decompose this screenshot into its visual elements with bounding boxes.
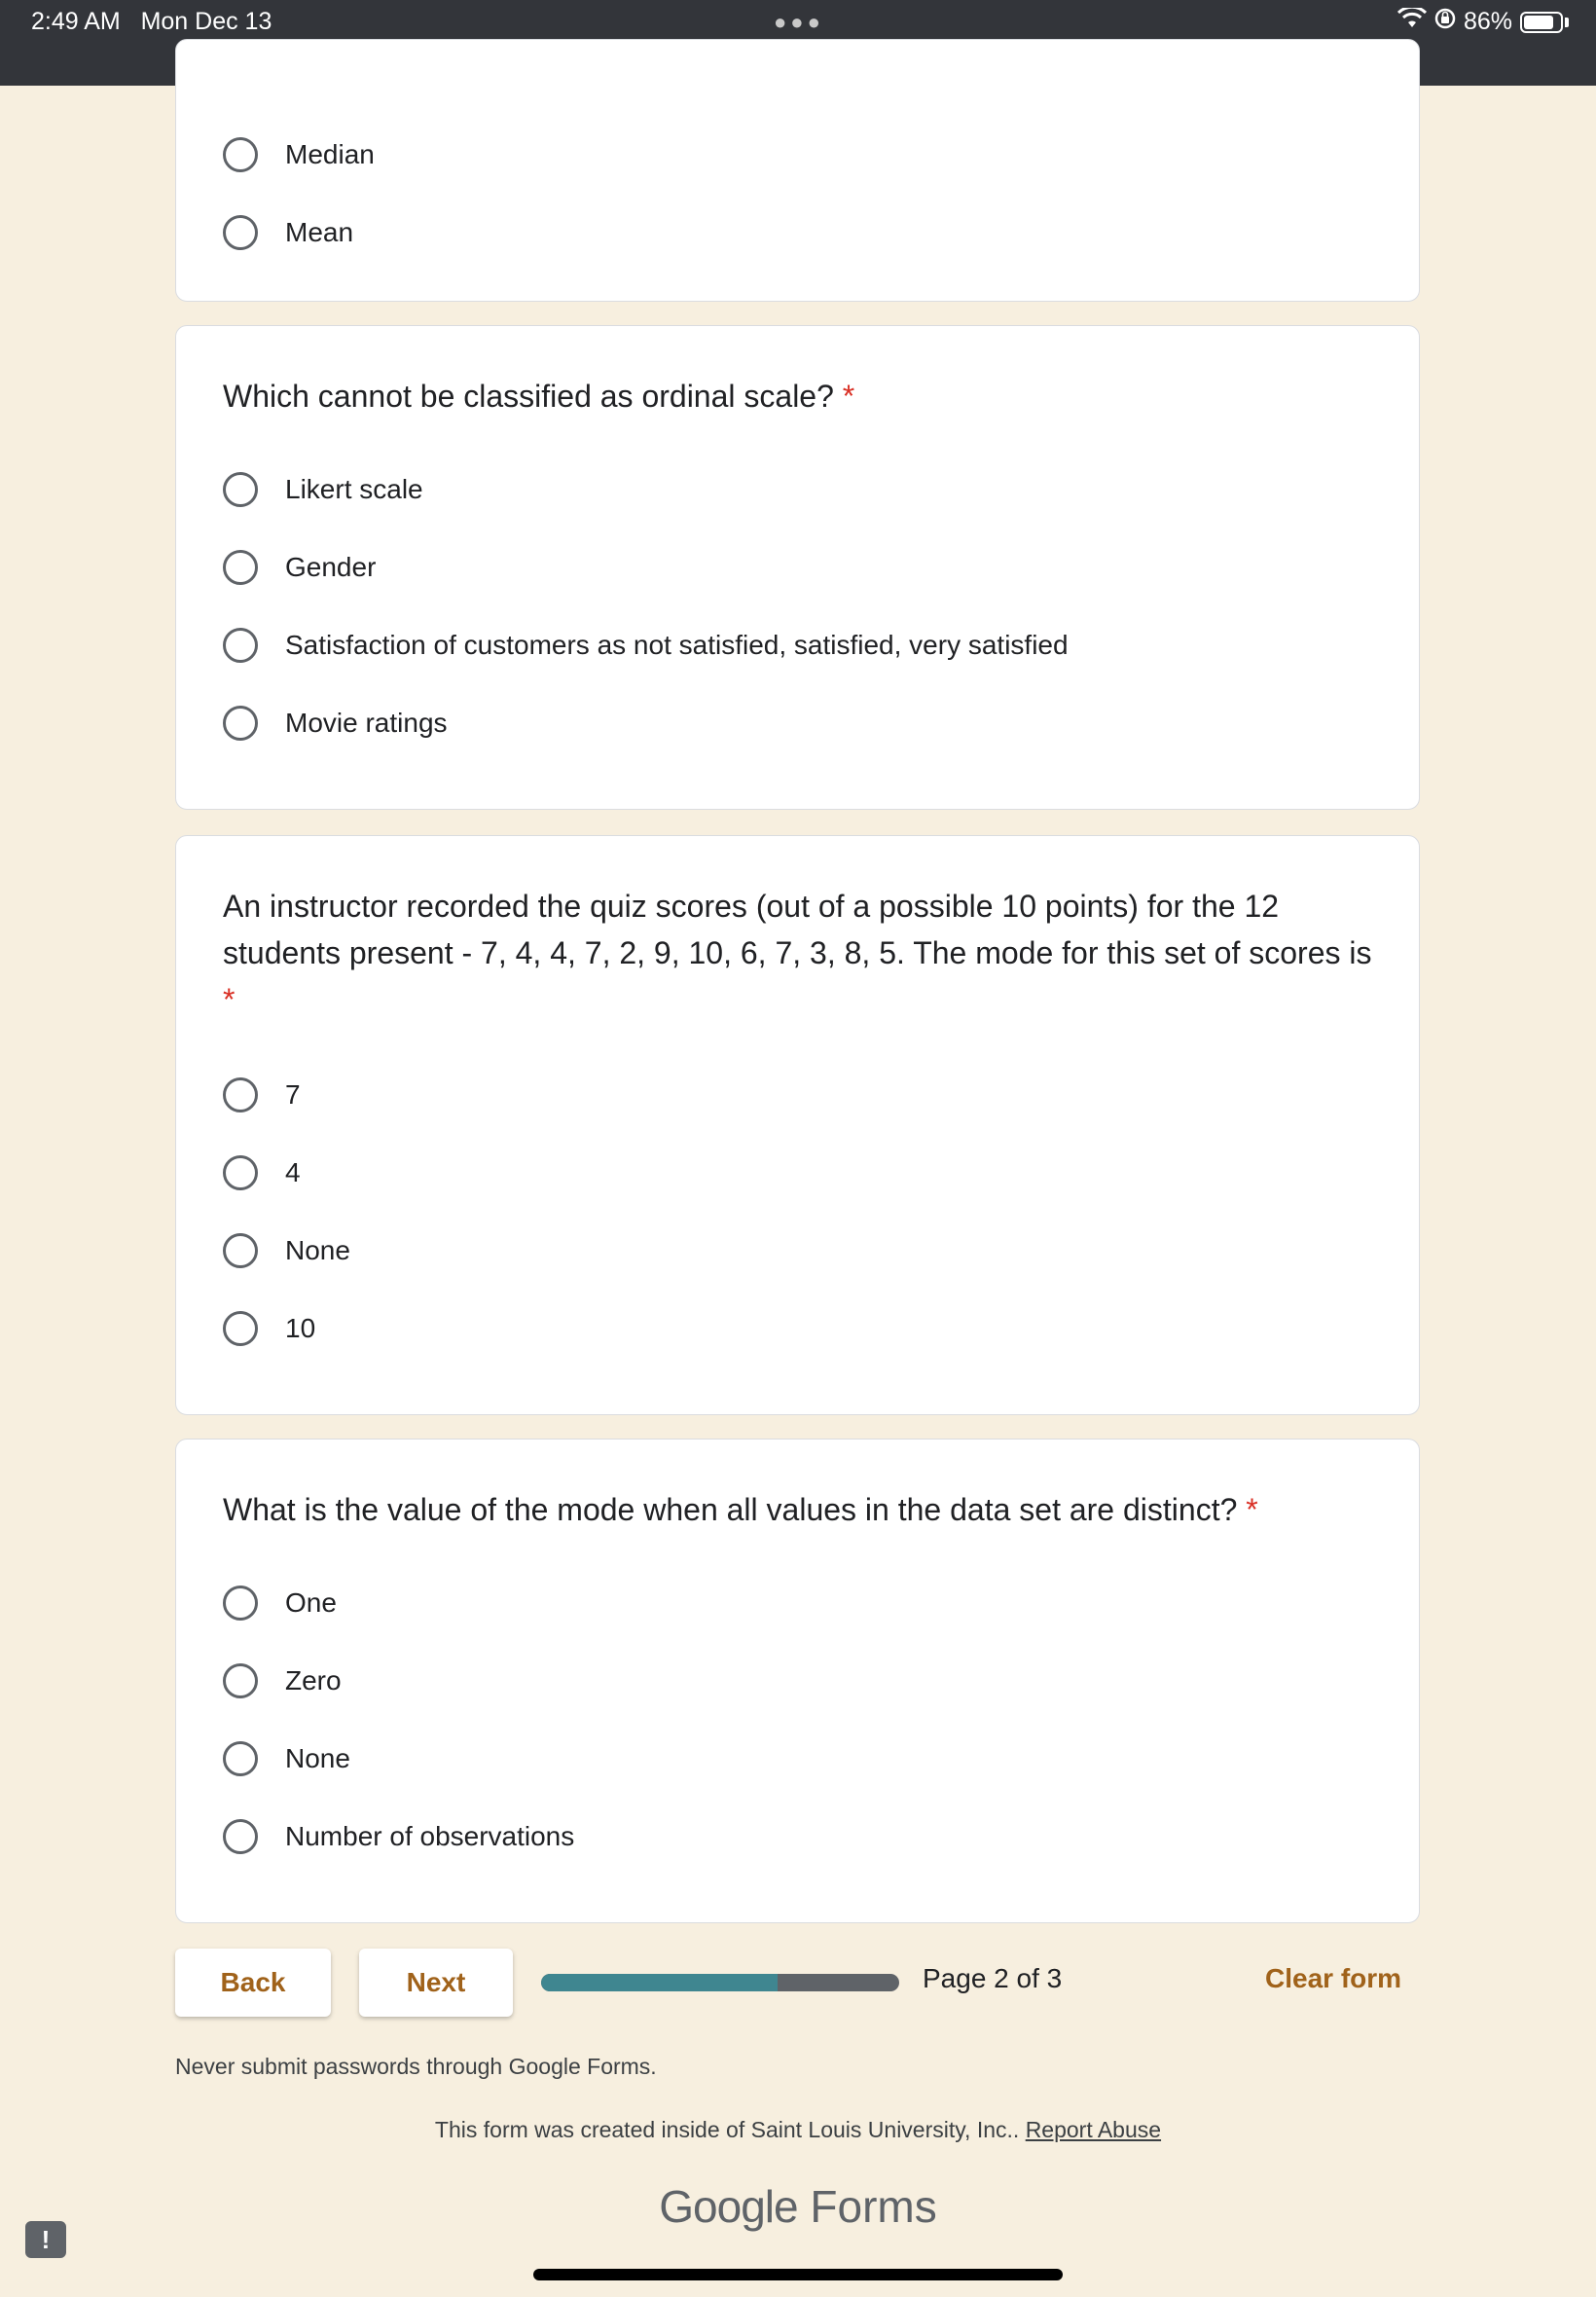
status-indicators	[1397, 8, 1569, 36]
radio-button[interactable]	[223, 1741, 258, 1776]
question-card-central-tendency	[175, 39, 1420, 302]
question-card-quiz-mode	[175, 835, 1420, 1415]
password-warning: Never submit passwords through Google Forms.	[175, 2054, 657, 2079]
radio-button[interactable]	[223, 1077, 258, 1112]
option-label: 4	[285, 1157, 301, 1187]
option-label: Number of observations	[285, 1821, 575, 1851]
option-10[interactable]	[223, 1307, 315, 1350]
option-label: Satisfaction of customers as not satisfied, satisfied, very satisfied	[285, 630, 1069, 660]
option-label: Median	[285, 139, 375, 169]
option-none[interactable]	[223, 1737, 350, 1780]
report-abuse-link[interactable]: Report Abuse	[1025, 2117, 1162, 2142]
clock-text: 2:49 AM	[31, 8, 121, 35]
required-asterisk: *	[223, 982, 236, 1017]
question-title	[223, 373, 1372, 419]
option-label: Zero	[285, 1665, 342, 1695]
radio-button[interactable]	[223, 706, 258, 741]
radio-button[interactable]	[223, 215, 258, 250]
option-none[interactable]	[223, 1229, 350, 1272]
option-number-of-observations[interactable]	[223, 1815, 574, 1858]
option-label: One	[285, 1587, 337, 1618]
battery-fill	[1524, 16, 1553, 29]
multitasking-dots-icon[interactable]: ●●●	[774, 10, 824, 34]
option-label: 10	[285, 1313, 316, 1343]
radio-button[interactable]	[223, 137, 258, 172]
status-time	[31, 8, 272, 36]
battery-icon	[1520, 12, 1563, 33]
option-zero[interactable]	[223, 1659, 342, 1702]
feedback-icon[interactable]: !	[25, 2221, 66, 2258]
next-button[interactable]: Next	[359, 1949, 513, 2017]
orientation-lock-icon	[1434, 8, 1456, 36]
wifi-icon	[1397, 8, 1427, 36]
option-median[interactable]	[223, 133, 375, 176]
logo-forms-text: Forms	[810, 2181, 937, 2232]
back-button[interactable]: Back	[175, 1949, 331, 2017]
option-label: Mean	[285, 217, 354, 247]
option-one[interactable]	[223, 1582, 337, 1624]
question-text: An instructor recorded the quiz scores (out of a possible 10 points) for the 12 students present - 7, 4, 4, 7, 2, 9, 10, 6, 7, 3, 8, 5. The mode for this set of scores is	[223, 889, 1372, 970]
battery-percent: 86%	[1463, 8, 1512, 35]
radio-button[interactable]	[223, 472, 258, 507]
option-4[interactable]	[223, 1151, 301, 1194]
created-text: This form was created inside of Saint Louis University, Inc..	[434, 2117, 1020, 2142]
option-gender[interactable]	[223, 546, 376, 589]
question-card-distinct-mode	[175, 1439, 1420, 1923]
option-satisfaction[interactable]	[223, 624, 1069, 667]
google-forms-logo[interactable]	[0, 2180, 1596, 2233]
question-title	[223, 1486, 1372, 1533]
option-movie-ratings[interactable]	[223, 702, 448, 745]
radio-button[interactable]	[223, 1233, 258, 1268]
radio-button[interactable]	[223, 1311, 258, 1346]
question-card-ordinal	[175, 325, 1420, 810]
clear-form-button[interactable]: Clear form	[1265, 1963, 1402, 1993]
created-notice	[0, 2117, 1596, 2143]
battery-tip	[1565, 18, 1569, 27]
option-likert-scale[interactable]	[223, 468, 423, 511]
question-text: Which cannot be classified as ordinal scale?	[223, 379, 834, 414]
option-label: Likert scale	[285, 474, 423, 504]
option-label: None	[285, 1235, 350, 1265]
required-asterisk: *	[1246, 1492, 1258, 1527]
question-text: What is the value of the mode when all values in the data set are distinct?	[223, 1492, 1238, 1527]
radio-button[interactable]	[223, 1155, 258, 1190]
date-text: Mon Dec 13	[140, 8, 272, 35]
radio-button[interactable]	[223, 1663, 258, 1698]
page-indicator: Page 2 of 3	[923, 1963, 1063, 1993]
option-mean[interactable]	[223, 211, 353, 254]
radio-button[interactable]	[223, 550, 258, 585]
home-indicator[interactable]	[533, 2269, 1063, 2280]
option-label: Movie ratings	[285, 708, 448, 738]
radio-button[interactable]	[223, 628, 258, 663]
radio-button[interactable]	[223, 1586, 258, 1621]
required-asterisk: *	[842, 379, 855, 414]
option-label: None	[285, 1743, 350, 1773]
radio-button[interactable]	[223, 1819, 258, 1854]
option-label: 7	[285, 1079, 301, 1110]
progress-bar	[541, 1974, 899, 1991]
progress-bar-fill	[541, 1974, 778, 1991]
logo-google-text: Google	[659, 2181, 798, 2232]
option-7[interactable]	[223, 1074, 301, 1116]
option-label: Gender	[285, 552, 377, 582]
question-title	[223, 883, 1372, 1023]
